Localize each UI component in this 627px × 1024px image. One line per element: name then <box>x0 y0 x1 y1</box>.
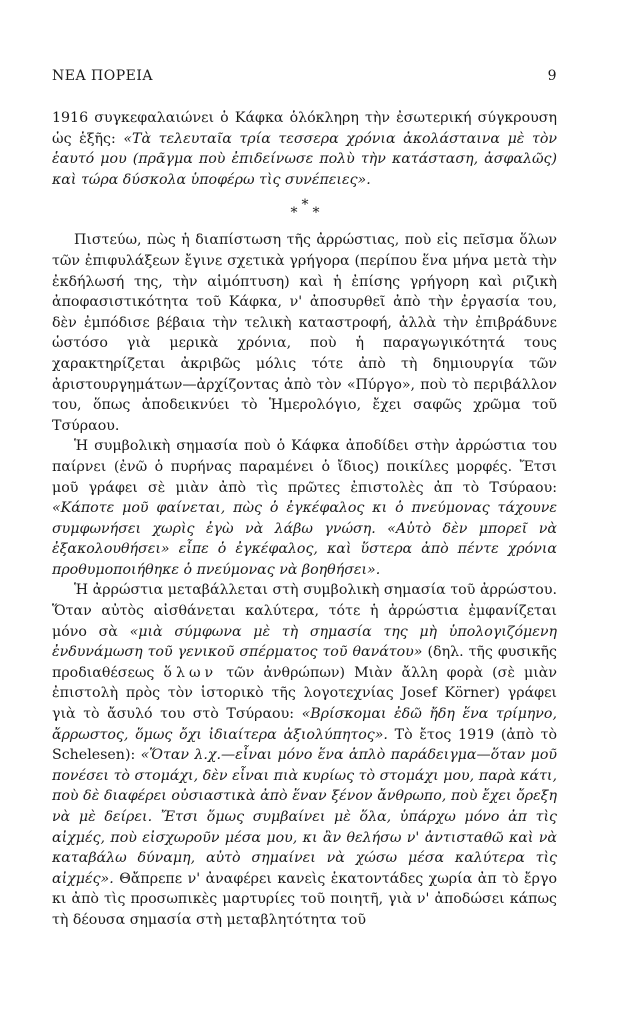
paragraph-4-text-3: τῶν ἀνθρώπων) Μιὰν ἄλλη φορὰ (σὲ μιὰν ἐπιστολὴ πρὸς τὸν ἱστορικὸ τῆς λογοτεχνίας Josef Körner) γράφει γιὰ τὸ ἄσυλό του στὸ Τσύραου: <box>52 664 558 723</box>
quote-seed-of-death: «μιὰ σύμφωνα μὲ τὴ σημασία της μὴ ὑπολογιζόμενη ἐνδυνάμωση τοῦ γενικοῦ σπέρματος τοῦ θανάτου» <box>52 623 558 661</box>
running-header <box>52 68 557 88</box>
paragraph-4-text-2: (δηλ. τῆς φυσικῆς προδιαθέσεως <box>52 644 557 681</box>
paragraph-4-text-1: Ἡ ἀρρώστια μεταβάλλεται στὴ συμβολικὴ σημασία τοῦ ἀρρώστου. Ὅταν αὐτὸς αἰσθάνεται καλύτερα, τότε ἡ ἀρρώστια ἐμφανίζεται μόνο σὰ <box>52 582 557 640</box>
asterisk-right: * <box>312 205 320 222</box>
paragraph-4 <box>52 580 557 930</box>
spaced-emphasis: ὅλων <box>163 664 218 681</box>
paragraph-3-text: Ἡ συμβολικὴ σημασία ποὺ ὁ Κάφκα ἀποδίδει στὴν ἀρρώστια του παίρνει (ἐνῶ ὁ πυρήνας παραμένει ὁ ἴδιος) ποικίλες μορφές. Ἔτσι μοῦ γράφει σὲ μιὰν ἀπὸ τὶς πρῶτες ἐπιστολὲς ἀπ τὸ Τσύραου: <box>52 438 557 496</box>
paragraph-4-text-4: Τὸ ἔτος 1919 (ἀπὸ τὸ Schelesen): <box>52 726 557 764</box>
paragraph-2: Πιστεύω, πὼς ἡ διαπίστωση τῆς ἀρρώστιας, ποὺ εἰς πεῖσμα ὅλων τῶν ἐπιφυλάξεων ἔγινε σχετικὰ γρήγορα (περίπου ἕνα μήνα μετὰ τὴν ἐκδήλωσή της, τὴν αἱμόπτυση) καὶ ἡ ἐπίσης γρήγορη καὶ ριζικὴ ἀποφασιστικότητα τοῦ Κάφκα, ν' ἀποσυρθεῖ ἀπὸ τὴν ἐργασία του, δὲν ἐμπόδισε βέβαια τὴν τελικὴ καταστροφή, ἀλλὰ τὴν ἐπιβράδυνε ὡστόσο γιὰ μερικὰ χρόνια, ποὺ ἡ παραγωγικότητά τους χαρακτηρίζεται ἀκριβῶς μόλις τότε ἀπὸ τὴ δημιουργία τῶν ἀριστουργημάτων—ἀρχίζοντας ἀπὸ τὸν «Πύργο», ποὺ τὸ περιβάλλον του, ὅπως ἀποδεικνύει τὸ Ἡμερολόγιο, ἔχει σαφῶς χρῶμα τοῦ Τσύραου. <box>52 232 557 434</box>
quote-korner-letter: «Βρίσκομαι ἐδῶ ἤδη ἕνα τρίμηνο, ἄρρωστος, ὅμως ὄχι ἰδιαίτερα ἀξιολύπητος». <box>52 706 557 743</box>
paragraph-1 <box>52 108 557 190</box>
quote-brain-lung: «Κάποτε μοῦ φαίνεται, πὼς ὁ ἐγκέφαλος κι ὁ πνεύμονας τάχουνε συμφωνήσει χωρὶς ἐγὼ νὰ λάβω γνώση. «Αὐτὸ δὲν μπορεῖ νὰ ἐξακολουθήσει» εἶπε ὁ ἐγκέφαλος, καὶ ὕστερα ἀπὸ πέντε χρόνια προθυμοποιήθηκε ὁ πνεύμονας νὰ βοηθήσει». <box>52 500 557 578</box>
page-number: 9 <box>547 68 557 84</box>
section-break-asterism <box>52 197 557 222</box>
paragraph-3 <box>52 436 557 580</box>
quote-schelesen: «Ὅταν λ.χ.—εἶναι μόνο ἕνα ἁπλὸ παράδειγμα—ὅταν μοῦ πονέσει τὸ στομάχι, δὲν εἶναι πιὰ κυρίως τὸ στομάχι μου, παρὰ κάτι, ποὺ δὲ διαφέρει οὐσιαστικὰ ἀπὸ ἕναν ξένον ἄνθρωπο, ποὺ ἔχει ὄρεξη νὰ μὲ δείρει. Ἔτσι ὅμως συμβαίνει μὲ ὅλα, ὑπάρχω μόνο ἀπ τὶς αἰχμές, ποὺ εἰσχωροῦν μέσα μου, κι ἂν θελήσω ν' ἀντισταθῶ καὶ νὰ καταβάλω δύναμη, αὐτὸ σημαίνει νὰ χώσω μέσα καλύτερα τὶς αἰχμές». <box>52 747 557 887</box>
journal-title: ΝΕΑ ΠΟΡΕΙΑ <box>52 68 153 84</box>
paragraph-1-text: 1916 συγκεφαλαιώνει ὁ Κάφκα ὁλόκληρη τὴν ἐσωτερική σύγκρουση ὡς ἑξῆς: <box>52 110 557 147</box>
document-page <box>52 68 557 931</box>
asterisk-left: * <box>290 205 298 222</box>
body-text <box>52 108 557 931</box>
asterisk-top: * <box>301 197 309 214</box>
paragraph-4-text-5: Θἄπρεπε ν' ἀναφέρει κανεὶς ἑκατοντάδες χωρία ἀπ τὸ ἔργο κι ἀπὸ τὶς προσωπικὲς μαρτυρίες τοῦ ποιητῆ, γιὰ ν' ἀποδώσει κάπως τὴ δέουσα σημασία στὴ μεταβλητότητα τοῦ <box>52 870 557 928</box>
quote-kafka-diary: «Τὰ τελευταῖα τρία τεσσερα χρόνια ἀκολάσταινα μὲ τὸν ἑαυτό μου (πρᾶγμα ποὺ ἐπιδείνωσε πολὺ τὴν κατάσταση, ἀσφαλῶς) καὶ τώρα δύσκολα ὑποφέρω τὶς συνέπειες». <box>52 130 557 188</box>
